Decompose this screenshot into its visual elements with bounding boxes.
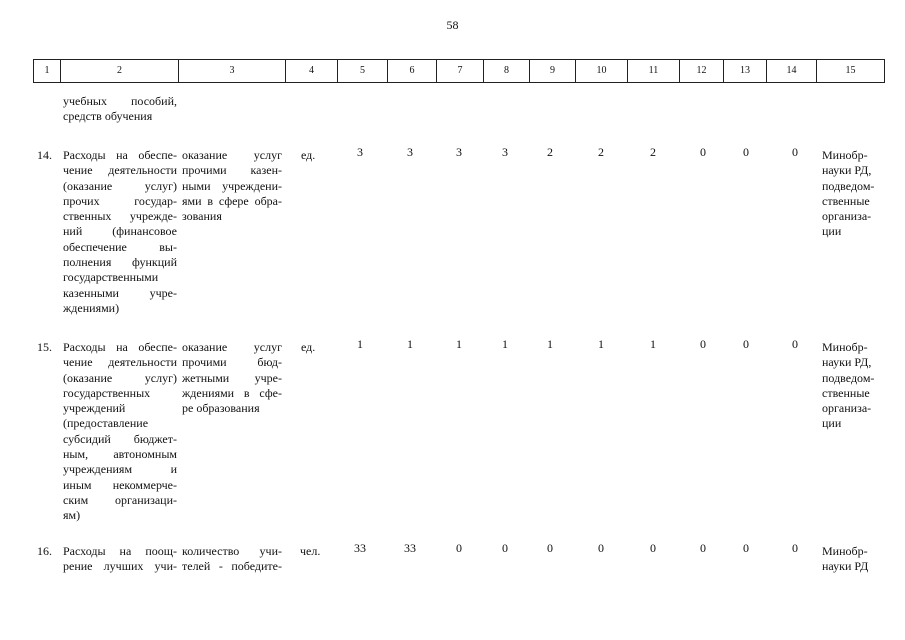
row-executor [822,148,882,240]
executor-line: организа- [822,209,872,224]
value-col-5: 3 [357,145,363,159]
value-col-6: 33 [404,541,416,555]
value-col-6: 3 [407,145,413,159]
executor-line: Минобр- [822,148,868,162]
value-col-9: 1 [547,337,553,351]
executor-line: подведом- [822,370,875,385]
indicator-line: ными учреждени- [182,178,282,193]
row-name [63,340,177,524]
value-col-13: 0 [743,145,749,159]
executor-line: науки РД, [822,163,872,178]
indicator-line: телей - победите- [182,559,282,574]
indicator-line: прочими бюд- [182,355,282,370]
header-col-10: 10 [576,60,628,82]
value-col-14: 0 [792,541,798,555]
name-line: учреждений [63,401,126,416]
row-unit: чел. [300,544,321,558]
name-line: субсидий бюджет- [63,431,177,446]
value-col-9: 2 [547,145,553,159]
executor-line: науки РД, [822,355,872,370]
continuation-line: средств обучения [63,109,153,124]
row-unit: ед. [301,148,316,162]
header-col-9: 9 [530,60,576,82]
header-col-6: 6 [388,60,437,82]
value-col-11: 0 [650,541,656,555]
name-line: обеспечение вы- [63,239,177,254]
name-line: чение деятельности [63,163,177,178]
row-name [63,544,177,575]
row-indicator [182,340,282,416]
value-col-13: 0 [743,541,749,555]
name-line: государственными [63,270,159,285]
name-line: ждениями) [63,300,120,315]
name-line: (предоставление [63,416,149,431]
value-col-10: 2 [598,145,604,159]
indicator-line: зования [182,209,222,224]
indicator-line: оказание услуг [182,148,282,162]
name-line: иным некоммерче- [63,477,177,492]
table-header [33,59,885,83]
name-line: Расходы на поощ- [63,544,177,558]
value-col-13: 0 [743,337,749,351]
executor-line: Минобр- [822,544,868,558]
header-col-13: 13 [724,60,767,82]
header-col-11: 11 [628,60,680,82]
value-col-11: 2 [650,145,656,159]
row-name [63,148,177,316]
name-line: государственных [63,385,151,400]
value-col-7: 0 [456,541,462,555]
value-col-9: 0 [547,541,553,555]
name-line: (оказание услуг) [63,178,177,193]
row-number: 16. [37,544,52,558]
row-number: 15. [37,340,52,354]
value-col-14: 0 [792,145,798,159]
value-col-12: 0 [700,541,706,555]
executor-line: ственные [822,193,870,208]
row-indicator [182,544,282,575]
value-col-7: 1 [456,337,462,351]
indicator-line: жетными учре- [182,370,282,385]
header-col-12: 12 [680,60,724,82]
name-line: Расходы на обеспе- [63,340,177,354]
executor-line: науки РД [822,559,869,574]
value-col-5: 1 [357,337,363,351]
name-line: рение лучших учи- [63,559,177,574]
executor-line: ции [822,224,842,239]
indicator-line: прочими казен- [182,163,282,178]
name-line: прочих государ- [63,193,177,208]
header-col-4: 4 [286,60,338,82]
executor-line: ственные [822,385,870,400]
header-col-8: 8 [484,60,530,82]
page-number: 58 [446,18,459,32]
indicator-line: ре образования [182,401,260,416]
name-line: ским организаци- [63,492,177,507]
executor-line: подведом- [822,178,875,193]
row-executor [822,340,882,432]
executor-line: ции [822,416,842,431]
value-col-10: 0 [598,541,604,555]
name-line: учреждениям и [63,462,177,477]
value-col-12: 0 [700,337,706,351]
value-col-8: 1 [502,337,508,351]
name-line: полнения функций [63,255,177,270]
value-col-7: 3 [456,145,462,159]
name-line: Расходы на обеспе- [63,148,177,162]
name-line: чение деятельности [63,355,177,370]
continuation-line: учебных пособий, [63,94,177,108]
indicator-line: ями в сфере обра- [182,193,282,208]
header-col-2: 2 [61,60,179,82]
value-col-14: 0 [792,337,798,351]
name-line: (оказание услуг) [63,370,177,385]
value-col-12: 0 [700,145,706,159]
value-col-8: 0 [502,541,508,555]
continuation-text [63,94,177,125]
indicator-line: оказание услуг [182,340,282,354]
row-number: 14. [37,148,52,162]
value-col-10: 1 [598,337,604,351]
executor-line: Минобр- [822,340,868,354]
header-col-15: 15 [845,65,856,76]
indicator-line: количество учи- [182,544,282,558]
name-line: ям) [63,508,81,523]
indicator-line: ждениями в сфе- [182,385,282,400]
name-line: ным, автономным [63,447,177,462]
row-unit: ед. [301,340,316,354]
value-col-8: 3 [502,145,508,159]
header-col-1: 1 [34,60,61,82]
name-line: ний (финансовое [63,224,177,239]
value-col-11: 1 [650,337,656,351]
header-col-7: 7 [437,60,484,82]
header-col-14: 14 [767,60,817,82]
value-col-6: 1 [407,337,413,351]
name-line: ственных учрежде- [63,209,177,224]
executor-line: организа- [822,401,872,416]
name-line: казенными учре- [63,285,177,300]
row-indicator [182,148,282,224]
row-executor [822,544,882,575]
header-col-5: 5 [338,60,388,82]
header-col-3: 3 [179,60,286,82]
value-col-5: 33 [354,541,366,555]
